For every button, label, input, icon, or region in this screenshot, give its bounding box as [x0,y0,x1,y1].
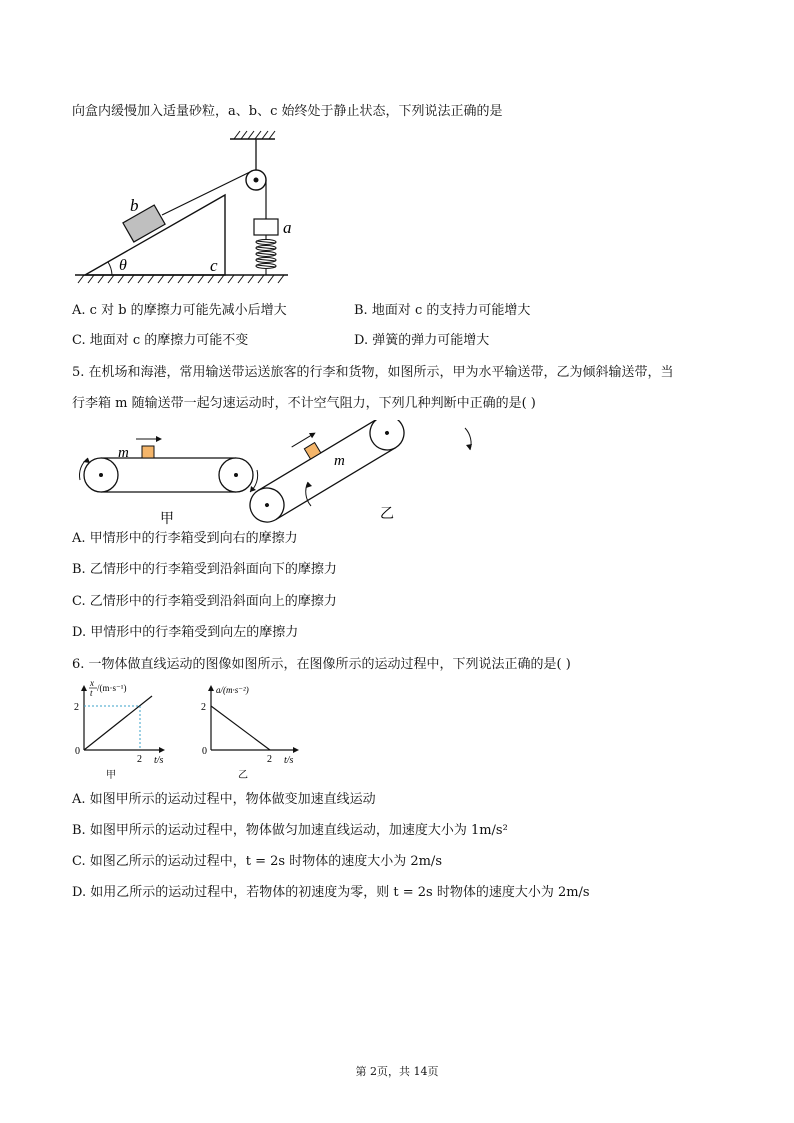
label-jia: 甲 [160,512,174,525]
yi-origin: 0 [202,746,207,757]
q5-option-c: C. 乙情形中的行李箱受到沿斜面向上的摩擦力 [72,594,337,609]
jia-x2: 2 [137,754,142,765]
q6-option-b: B. 如图甲所示的运动过程中，物体做匀加速直线运动，加速度大小为 1m/s² [72,823,508,838]
svg-text:t: t [90,688,93,698]
label-a: a [283,218,292,237]
q6-stem: 6. 一物体做直线运动的图像如图所示，在图像所示的运动过程中，下列说法正确的是( ) [72,657,571,672]
q5-figure [70,420,490,525]
yi-y2: 2 [201,702,206,713]
label-c: c [210,256,218,275]
jia-origin: 0 [75,746,80,757]
q6-option-d: D. 如用乙所示的运动过程中，若物体的初速度为零，则 t = 2s 时物体的速度大小为 2m/s [72,885,590,900]
q5-stem-line2: 行李箱 m 随输送带一起匀速运动时，不计空气阻力，下列几种判断中正确的是( ) [72,396,536,411]
q5-option-b: B. 乙情形中的行李箱受到沿斜面向下的摩擦力 [72,562,337,577]
jia-xlabel: t/s [154,755,164,766]
yi-ylabel: a/(m·s⁻²) [216,685,249,695]
jia-name: 甲 [106,770,116,781]
yi-name: 乙 [238,770,248,781]
q4-option-c: C. 地面对 c 的摩擦力可能不变 [72,333,249,348]
label-b: b [130,196,139,215]
q4-option-b: B. 地面对 c 的支持力可能增大 [354,303,531,318]
page-footer: 第 2页，共 14页 [355,1065,439,1078]
q4-figure [70,125,310,290]
jia-y2: 2 [74,702,79,713]
q4-option-d: D. 弹簧的弹力可能增大 [354,333,490,348]
q5-stem-line1: 5. 在机场和海港，常用输送带运送旅客的行李和货物，如图所示，甲为水平输送带，乙为倾斜输送带，当 [72,365,674,380]
jia-ylabel: /(m·s⁻¹) [97,683,127,693]
yi-xlabel: t/s [284,755,294,766]
q5-option-a: A. 甲情形中的行李箱受到向右的摩擦力 [72,531,298,546]
q6-figure [70,676,320,786]
label-m-jia: m [118,445,129,461]
q5-option-d: D. 甲情形中的行李箱受到向左的摩擦力 [72,625,299,640]
label-theta: θ [119,257,127,274]
label-m-yi: m [334,453,345,469]
yi-x2: 2 [267,754,272,765]
svg-text:x: x [90,678,94,688]
q6-option-a: A. 如图甲所示的运动过程中，物体做变加速直线运动 [72,792,376,807]
q4-option-a: A. c 对 b 的摩擦力可能先减小后增大 [72,303,287,318]
q6-option-c: C. 如图乙所示的运动过程中，t = 2s 时物体的速度大小为 2m/s [72,854,442,869]
q4-stem-tail: 向盒内缓慢加入适量砂粒，a、b、c 始终处于静止状态，下列说法正确的是 [72,104,503,119]
label-yi: 乙 [380,507,394,522]
